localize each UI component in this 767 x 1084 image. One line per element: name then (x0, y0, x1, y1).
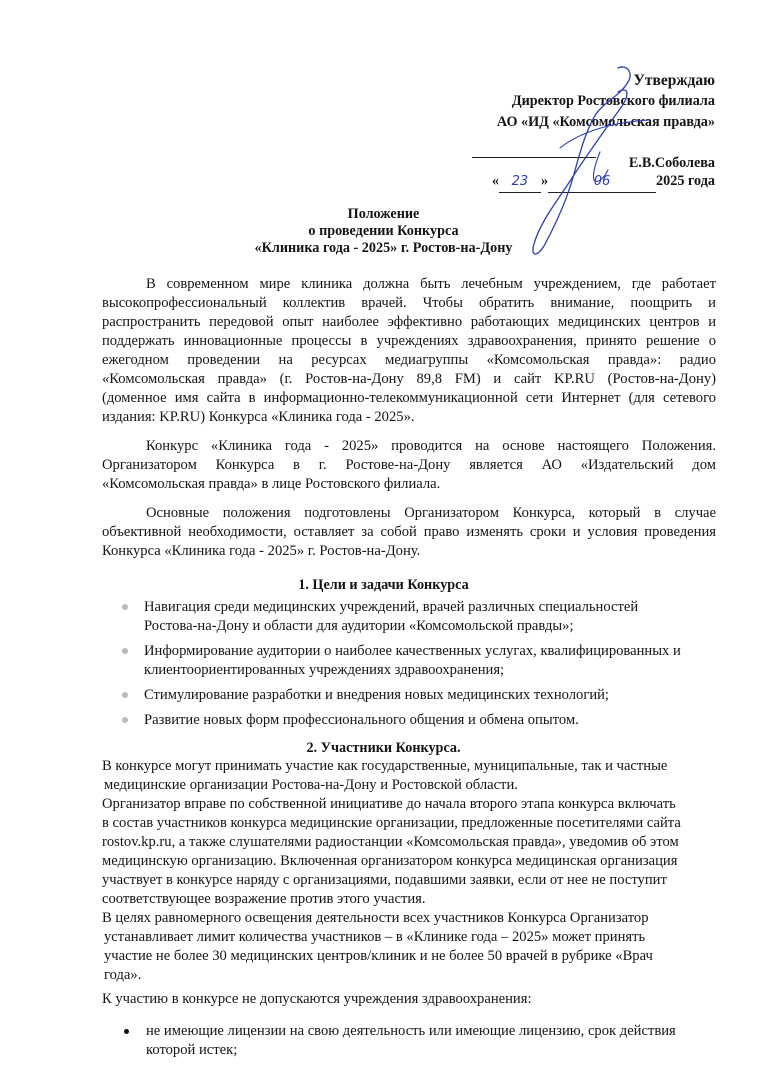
section-2-line: года». (104, 967, 142, 983)
intro-paragraph-1 (102, 275, 716, 427)
date-prefix: « (491, 173, 499, 189)
list-item (120, 642, 720, 680)
section-2-line: в состав участников конкурса медицинские организации, предложенные посетителями сайта (102, 815, 681, 831)
date-mid: » (540, 173, 549, 189)
p1-line: В современном мире клиника должна быть лечебным учреждением, где работает (146, 276, 716, 292)
section-2-line: участвует в конкурсе наряду с организациями, подавшими заявки, если от нее не поступит (102, 872, 667, 888)
section-2-line: rostov.kp.ru, а также слушателями радиостанции «Комсомольская правда», уведомив об этом (102, 834, 679, 850)
section-1-heading: 1. Цели и задачи Конкурса (298, 577, 469, 593)
title-line-1: Положение (347, 206, 420, 222)
p2-line: «Комсомольская правда» в лице Ростовского филиала. (102, 476, 441, 492)
exclusion-intro: К участию в конкурсе не допускаются учреждения здравоохранения: (102, 991, 532, 1007)
p3-line: Конкурса «Клиника года - 2025» г. Ростов-на-Дону. (102, 543, 421, 559)
document-title (0, 206, 767, 257)
section-2-line: устанавливает лимит количества участников – в «Клинике года – 2025» может принять (104, 929, 646, 945)
approval-heading: Утверждаю (633, 72, 715, 89)
list-item-line: Развитие новых форм профессионального общения и обмена опытом. (144, 712, 579, 728)
section-2-body (102, 757, 722, 985)
approval-organization: АО «ИД «Комсомольская правда» (496, 114, 715, 130)
p1-line: «Комсомольская правда» (г. Ростов-на-Дону 89,8 FM) и сайт KP.RU (Ростов-на-Дону) (102, 371, 716, 387)
list-item (120, 711, 720, 730)
bullet-icon (122, 717, 128, 723)
list-item-line: Ростова-на-Дону и области для аудитории «Комсомольской правды»; (144, 618, 574, 634)
bullet-icon (122, 604, 128, 610)
section-2-line: В конкурсе могут принимать участие как государственные, муниципальные, так и частные (102, 758, 668, 774)
p1-line: издания: KP.RU) Конкурса «Клиника года - 2025». (102, 409, 415, 425)
p1-line: распространить передовой опыт наиболее эффективно работающих медицинских центров и (102, 314, 716, 330)
list-item (122, 1022, 722, 1060)
bullet-icon (122, 648, 128, 654)
title-line-2: о проведении Конкурса (308, 223, 459, 239)
intro-paragraph-2 (102, 437, 716, 494)
section-1-list (120, 598, 720, 736)
p1-line: ежегодном проведении на ресурсах медиагруппы «Комсомольская правда»: радио (102, 352, 716, 368)
p1-line: поддержать инновационные процессы в учреждениях здравоохранения, принято решение о (102, 333, 716, 349)
approval-position: Директор Ростовского филиала (511, 93, 715, 109)
p2-line: Конкурс «Клиника года - 2025» проводится на основе настоящего Положения. (146, 438, 716, 454)
section-2-line: В целях равномерного освещения деятельности всех участников Конкурса Организатор (102, 910, 649, 926)
list-item-line: клиентоориентированных учреждениях здравоохранения; (144, 662, 505, 678)
date-month: 06 (593, 174, 611, 189)
bullet-icon (124, 1029, 129, 1034)
exclusion-list (122, 1022, 722, 1066)
date-suffix: 2025 года (656, 173, 715, 189)
list-item-line: Информирование аудитории о наиболее качественных услугах, квалифицированных и (144, 643, 681, 659)
list-item-line: которой истек; (146, 1042, 238, 1058)
p3-line: объективной необходимости, оставляет за собой право изменять сроки и условия проведения (102, 524, 716, 540)
list-item-line: Стимулирование разработки и внедрения новых медицинских технологий; (144, 687, 609, 703)
section-2-line: участие не более 30 медицинских центров/клиник и не более 50 врачей в рубрике «Врач (104, 948, 653, 964)
section-2-heading: 2. Участники Конкурса. (306, 740, 461, 756)
p2-line: Организатором Конкурса в г. Ростове-на-Дону является АО «Издательский дом (102, 457, 716, 473)
bullet-icon (122, 692, 128, 698)
approval-signer: Е.В.Соболева (628, 155, 715, 171)
section-2-line: Организатор вправе по собственной инициативе до начала второго этапа конкурса включать (102, 796, 676, 812)
p3-line: Основные положения подготовлены Организатором Конкурса, который в случае (146, 505, 716, 521)
p1-line: (доменное имя сайта в информационно-телекоммуникационной сети Интернет (для сетевого (102, 390, 716, 406)
list-item-line: не имеющие лицензии на свою деятельность или имеющие лицензию, срок действия (146, 1023, 676, 1039)
section-2-line: медицинские организации Ростова-на-Дону и Ростовской области. (104, 777, 518, 793)
p1-line: высокопрофессиональный коллектив врачей. Чтобы обратить внимание, поощрить и (102, 295, 716, 311)
list-item (120, 686, 720, 705)
section-2-line: соответствующее возражение против этого участия. (102, 891, 426, 907)
date-day: 23 (511, 174, 529, 189)
list-item-line: Навигация среди медицинских учреждений, врачей различных специальностей (144, 599, 639, 615)
list-item (120, 598, 720, 636)
section-2-line: медицинскую организацию. Включенная организатором конкурса медицинская организация (102, 853, 678, 869)
title-line-3: «Клиника года - 2025» г. Ростов-на-Дону (254, 240, 513, 256)
intro-paragraph-3 (102, 504, 716, 561)
